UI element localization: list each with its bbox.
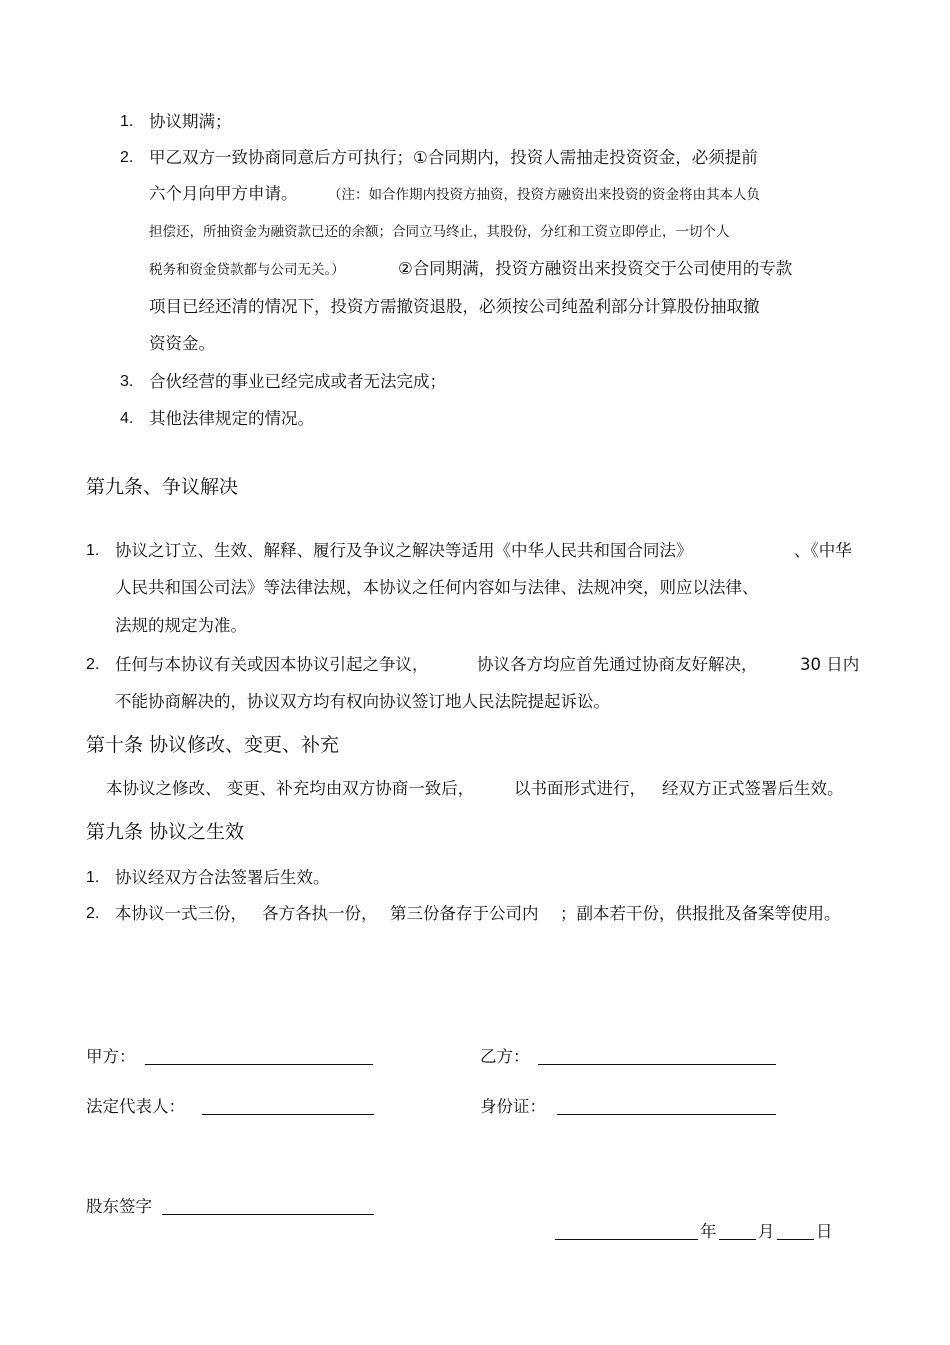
list-item-text: ②合同期满，投资方融资出来投资交于公司使用的专款: [398, 259, 793, 278]
list-item-number: 2.: [86, 656, 100, 673]
list-item-text: 法规的规定为准。: [115, 616, 247, 635]
party-a-label: 甲方：: [86, 1047, 136, 1066]
list-item-number: 3.: [120, 373, 134, 390]
list-item-text: 其他法律规定的情况。: [149, 409, 314, 428]
list-item-number: 2.: [120, 149, 134, 166]
month-blank-line[interactable]: [719, 1239, 756, 1240]
list-item-text: 协议经双方合法签署后生效。: [115, 868, 330, 887]
list-item-text: 任何与本协议有关或因本协议引起之争议，: [115, 655, 429, 674]
list-item-text: 本协议一式三份，: [115, 904, 247, 923]
shareholder-signature-line[interactable]: [162, 1214, 374, 1215]
year-blank-line[interactable]: [555, 1239, 698, 1240]
list-item-number: 1.: [120, 113, 134, 130]
list-item-text: 项目已经还清的情况下，投资方需撤资退股，必须按公司纯盈利部分计算股份抽取撤: [149, 297, 760, 316]
year-label: 年: [700, 1222, 717, 1241]
shareholder-signature-label: 股东签字: [86, 1197, 152, 1216]
note-text: （注：如合作期内投资方抽资，投资方融资出来投资的资金将由其本人负: [328, 187, 760, 203]
section-heading: 第十条 协议修改、变更、补充: [86, 734, 340, 756]
paragraph-text: 以书面形式进行，: [514, 779, 646, 798]
note-text: 担偿还，所抽资金为融资款已还的余额；合同立马终止，其股份，分红和工资立即停止，一切个人: [149, 224, 730, 240]
id-card-line[interactable]: [557, 1114, 776, 1115]
list-item-number: 1.: [86, 869, 100, 886]
legal-rep-signature-line[interactable]: [202, 1114, 374, 1115]
section-heading: 第九条、争议解决: [86, 476, 239, 498]
list-item-number: 1.: [86, 542, 100, 559]
day-blank-line[interactable]: [777, 1239, 814, 1240]
paragraph-text: 经双方正式签署后生效。: [662, 779, 844, 798]
list-item-text: 协议各方均应首先通过协商友好解决，: [477, 655, 758, 674]
list-item-number: 2.: [86, 905, 100, 922]
list-item-text: 甲乙双方一致协商同意后方可执行；①合同期内，投资人需抽走投资资金，必须提前: [149, 148, 758, 167]
list-item-text: 协议之订立、生效、解释、履行及争议之解决等适用《中华人民共和国合同法》: [115, 541, 693, 560]
list-item-text: 协议期满；: [149, 112, 232, 131]
party-b-signature-line[interactable]: [538, 1064, 776, 1065]
list-item-text: 六个月向甲方申请。: [149, 184, 298, 203]
id-card-label: 身份证：: [480, 1097, 546, 1116]
day-label: 日: [816, 1222, 833, 1241]
list-item-text: 各方各执一份，: [262, 904, 378, 923]
month-label: 月: [758, 1222, 775, 1241]
list-item-text: 30 日内: [800, 655, 860, 674]
list-item-text: 资资金。: [149, 334, 215, 353]
list-item-text: 人民共和国公司法》等法律法规，本协议之任何内容如与法律、法规冲突，则应以法律、: [115, 578, 759, 597]
list-item-text: 不能协商解决的，协议双方均有权向协议签订地人民法院提起诉讼。: [115, 692, 610, 711]
legal-rep-label: 法定代表人：: [86, 1097, 185, 1116]
party-a-signature-line[interactable]: [145, 1064, 373, 1065]
list-item-number: 4.: [120, 410, 134, 427]
paragraph-text: 本协议之修改、 变更、补充均由双方协商一致后，: [106, 779, 475, 798]
section-heading: 第九条 协议之生效: [86, 821, 245, 843]
list-item-text: 合伙经营的事业已经完成或者无法完成；: [149, 372, 446, 391]
list-item-text: 、《中华: [794, 541, 852, 560]
list-item-text: ；副本若干份，供报批及备案等使用。: [560, 904, 841, 923]
note-text: 税务和资金贷款都与公司无关。）: [149, 262, 345, 278]
list-item-text: 第三份备存于公司内: [390, 904, 539, 923]
party-b-label: 乙方：: [480, 1047, 530, 1066]
